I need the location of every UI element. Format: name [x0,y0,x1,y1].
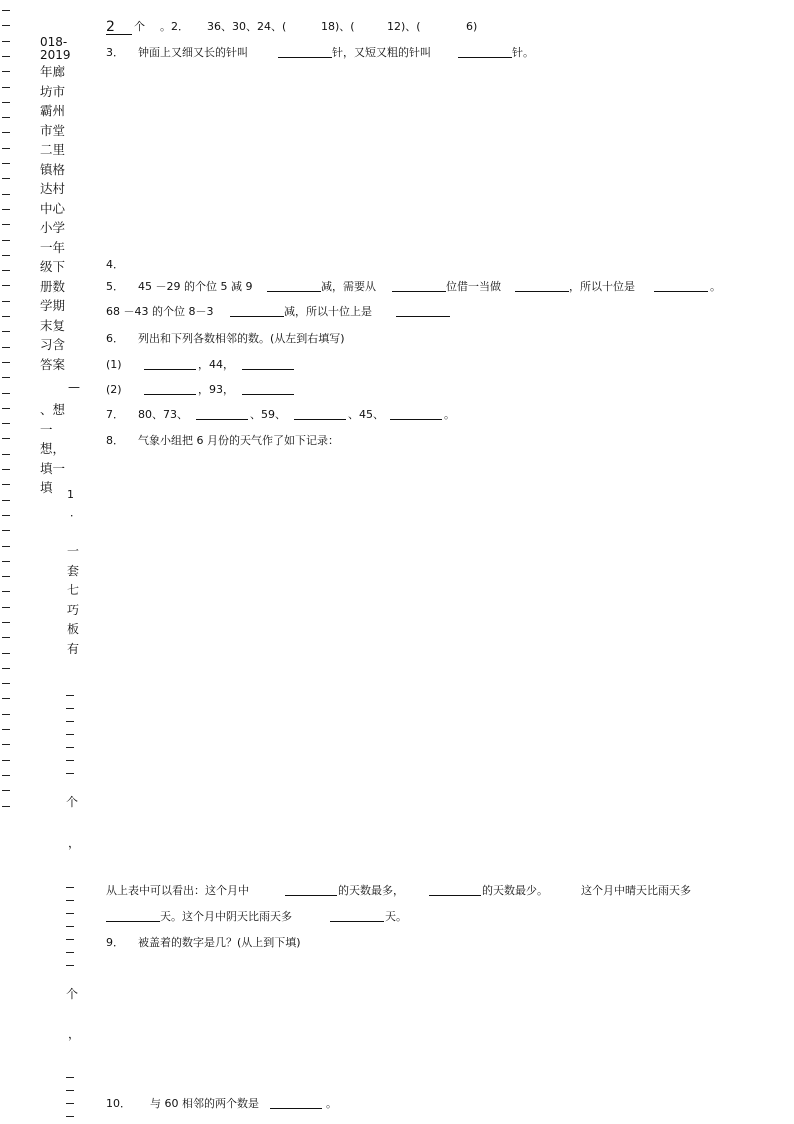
q2-number: 。2． [160,20,189,33]
binding-dash [2,224,10,225]
binding-dash [2,744,10,745]
binding-dash [2,285,10,286]
q5-blank-4[interactable] [654,280,708,294]
unit-ge: 个 [134,20,145,33]
q6-part-1-blank-2[interactable] [242,358,294,372]
q8-text-b: 从上表中可以看出：这个月中 [106,884,249,897]
q9-text: 被盖着的数字是几？(从上到下填) [138,936,301,949]
blank-dash [66,913,74,914]
q6-part-1-blank-1[interactable] [144,358,196,372]
binding-dash [2,683,10,684]
binding-dash [2,377,10,378]
blank-dash [66,747,74,748]
q6-part-2-blank-2[interactable] [242,383,294,397]
q3-blank-2[interactable] [458,46,512,60]
q2-sequence: 36、30、24、( [207,20,287,33]
binding-dash [2,393,10,394]
binding-dash [2,668,10,669]
binding-dash [2,561,10,562]
q5-text-d: ，所以十位是 [569,280,635,293]
binding-dash [2,546,10,547]
binding-dash [2,607,10,608]
q3-text-c: 针。 [512,46,534,59]
q2-answer-18: 18)、( [321,20,355,33]
q6-part-2-blank-1[interactable] [144,383,196,397]
binding-dash [2,194,10,195]
q8-blank-4[interactable] [330,910,384,924]
binding-dash [2,102,10,103]
binding-dash [2,408,10,409]
binding-dash [2,622,10,623]
q1-number: 1 [67,488,74,501]
q8-text: 气象小组把 6 月份的天气作了如下记录： [138,434,339,447]
binding-dash [2,530,10,531]
q10-text: 与 60 相邻的两个数是 [150,1097,259,1110]
binding-dash [2,698,10,699]
q10-text-end: 。 [326,1097,337,1110]
q8-blank-1[interactable] [285,884,337,898]
q7-blank-3[interactable] [390,408,442,422]
binding-dash [2,423,10,424]
q8-text-g: 天。 [385,910,407,923]
binding-dash [2,806,10,807]
q5-number: 5． [106,280,124,293]
binding-dash [2,775,10,776]
binding-dash [2,56,10,57]
q5-text-c: 位借一当做 [446,280,501,293]
q2-answer-12: 12)、( [387,20,421,33]
blank-dash [66,773,74,774]
q8-text-e: 这个月中晴天比雨天多 [581,884,691,897]
q3-number: 3． [106,46,124,59]
q10-blank[interactable] [270,1097,322,1111]
q5-text-g: 减，所以十位上是 [284,305,372,318]
binding-dash [2,790,10,791]
blank-dash [66,721,74,722]
binding-dash [2,10,10,11]
q7-text-b: 、59、 [250,408,286,421]
blank-dash [66,939,74,940]
q5-blank-1[interactable] [267,280,321,294]
q6-part-2-label: (2) [106,383,122,396]
blank-dash [66,760,74,761]
blank-dash [66,1090,74,1091]
binding-dash [2,117,10,118]
q6-number: 6． [106,332,124,345]
blank-dash [66,695,74,696]
answer-count-2: 2 [106,20,132,35]
blank-dash [66,965,74,966]
q8-text-d: 的天数最少。 [482,884,548,897]
q7-blank-2[interactable] [294,408,346,422]
binding-dash [2,500,10,501]
q3-blank-1[interactable] [278,46,332,60]
q8-text-c: 的天数最多， [338,884,404,897]
binding-dash [2,331,10,332]
q5-blank-2[interactable] [392,280,446,294]
binding-dash [2,71,10,72]
binding-dash [2,347,10,348]
binding-dash [2,454,10,455]
q3-text-a: 钟面上又细又长的针叫 [138,46,248,59]
section-dash: — [68,380,80,394]
binding-dash [2,148,10,149]
q10-number: 10． [106,1097,131,1110]
title-year: 018-2019 [40,35,71,62]
q5-text-f: 68 －43 的个位 8－3 [106,305,214,318]
binding-dash [2,653,10,654]
q1-unit-ge-2: 个 [66,987,79,1001]
binding-dash [2,163,10,164]
binding-dash [2,637,10,638]
binding-dash [2,255,10,256]
q7-number: 7． [106,408,124,421]
blank-dash [66,734,74,735]
binding-dash [2,25,10,26]
binding-dash [2,270,10,271]
q5-text-a: 45 －29 的个位 5 减 9 [138,280,253,293]
binding-dash [2,515,10,516]
binding-dash [2,41,10,42]
binding-dash [2,469,10,470]
q1-comma-2: ， [68,1027,81,1041]
title-text: 年廊坊市霸州市堂二里镇格达村中心小学一年级下册数学期末复习含答案 [40,64,66,372]
document-title [40,36,74,374]
q7-text-c: 、45、 [348,408,384,421]
q3-text-b: 针，又短又粗的针叫 [332,46,431,59]
binding-dash [2,316,10,317]
section-heading: 、想一想，填一填 [40,402,66,495]
q6-text: 列出和下列各数相邻的数。(从左到右填写) [138,332,345,345]
q5-blank-5[interactable] [230,305,284,319]
binding-dash [2,591,10,592]
q8-blank-3[interactable] [106,910,160,924]
q1-text: 一套七巧板有 [66,544,79,656]
q6-part-1-text: ，44， [198,358,234,371]
q7-blank-1[interactable] [196,408,248,422]
q1-dot: ． [70,506,81,519]
blank-dash [66,926,74,927]
q5-blank-6[interactable] [396,305,450,319]
binding-dash [2,760,10,761]
q7-text-a: 80、73、 [138,408,188,421]
q2-answer-6: 6) [466,20,478,33]
binding-dash [2,87,10,88]
binding-dash [2,484,10,485]
binding-dash [2,301,10,302]
q4-number: 4． [106,258,124,271]
blank-dash [66,1103,74,1104]
binding-dash [2,178,10,179]
blank-dash [66,708,74,709]
binding-dash [2,240,10,241]
q5-blank-3[interactable] [515,280,569,294]
blank-dash [66,1077,74,1078]
q8-text-f: 天。这个月中阴天比雨天多 [160,910,292,923]
q8-blank-2[interactable] [429,884,481,898]
q6-part-1-label: (1) [106,358,122,371]
q9-number: 9． [106,936,124,949]
binding-dash [2,576,10,577]
q8-number: 8． [106,434,124,447]
blank-dash [66,1116,74,1117]
binding-dash [2,132,10,133]
q7-text-d: 。 [444,408,455,421]
q1-unit-ge-1: 个 [66,795,79,809]
binding-dash [2,209,10,210]
binding-dash [2,362,10,363]
blank-dash [66,900,74,901]
q6-part-2-text: ，93， [198,383,234,396]
binding-dash [2,438,10,439]
binding-dash [2,714,10,715]
q1-comma-1: ， [68,836,81,850]
blank-dash [66,887,74,888]
q5-text-e: 。 [710,280,721,293]
blank-dash [66,952,74,953]
binding-dash [2,729,10,730]
q5-text-b: 减，需要从 [321,280,376,293]
